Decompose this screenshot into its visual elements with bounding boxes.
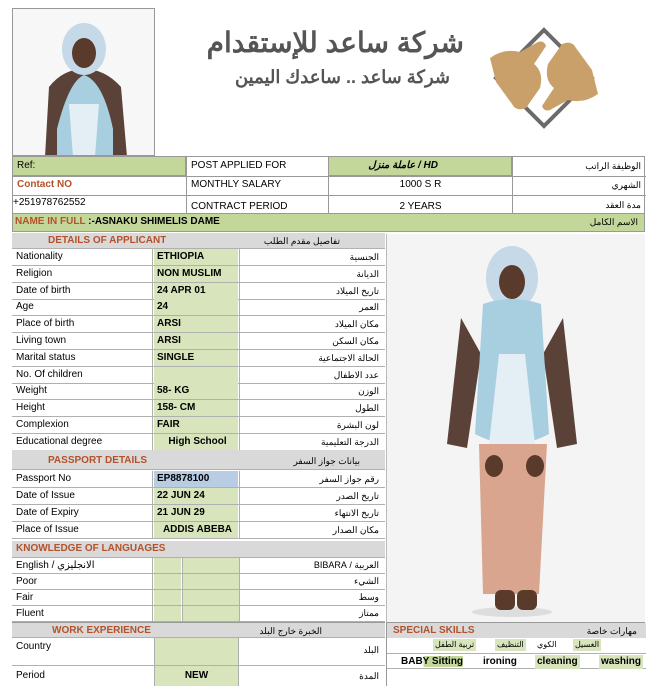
- language-label: Fair: [16, 592, 34, 603]
- ref-label: Ref:: [17, 160, 36, 171]
- row-divider: [239, 488, 240, 504]
- row-divider: [152, 471, 153, 487]
- skills-ar-row: [387, 638, 646, 652]
- contract-period-label: CONTRACT PERIOD: [191, 201, 288, 212]
- row-label: Age: [16, 301, 34, 313]
- top-info-table: [12, 156, 645, 214]
- row-value: 158- CM: [154, 400, 238, 416]
- row-divider: [152, 434, 153, 450]
- row-label: Complexion: [16, 419, 69, 430]
- row-label-ar: مكان السكن: [332, 336, 379, 346]
- row-divider: [239, 400, 240, 416]
- row-divider: [152, 522, 153, 538]
- name-ar: الاسم الكامل: [589, 217, 638, 227]
- skill-washing: washing: [601, 656, 642, 667]
- language-label-ar: ممتاز: [359, 608, 379, 618]
- language-label-ar: الشيء: [353, 576, 379, 586]
- row-divider: [239, 590, 240, 605]
- table-row: [12, 471, 385, 488]
- row-label: Marital status: [16, 351, 76, 363]
- table-row: [12, 316, 385, 333]
- row-label-ar: العمر: [359, 302, 379, 313]
- row-value: EP8878100: [154, 471, 238, 487]
- row-label: Height: [16, 402, 45, 414]
- row-label: No. Of children: [16, 368, 83, 380]
- language-cell-1: [154, 574, 181, 589]
- languages-title: KNOWLEDGE OF LANGUAGES: [16, 543, 166, 554]
- language-row: [12, 574, 385, 590]
- row-divider: [239, 383, 240, 399]
- table-row: [12, 350, 385, 367]
- row-label-ar: تاريخ الصدر: [336, 491, 379, 501]
- work-title-ar: الخبرة خارج البلد: [259, 626, 322, 636]
- table-row: [12, 283, 385, 300]
- skills-row: [387, 653, 646, 669]
- language-label-ar: وسط: [358, 592, 379, 602]
- row-divider: [152, 249, 153, 265]
- name-row: [12, 214, 645, 232]
- row-divider: [239, 505, 240, 521]
- row-divider: [239, 417, 240, 433]
- language-row: [12, 590, 385, 606]
- table-row: [12, 505, 385, 522]
- skill-cleaning: cleaning: [537, 656, 578, 667]
- row-divider: [239, 558, 240, 573]
- skill-ar-1: تربية الطفل: [435, 640, 475, 649]
- row-divider: [152, 367, 153, 383]
- details-title: DETAILS OF APPLICANT: [48, 235, 167, 246]
- row-value: 24: [154, 299, 238, 315]
- row-divider: [239, 333, 240, 349]
- table-row: [12, 299, 385, 316]
- row-divider: [239, 522, 240, 538]
- row-label-ar: الحالة الاجتماعية: [318, 352, 379, 363]
- details-header: [12, 233, 385, 249]
- row-value: 21 JUN 29: [154, 505, 238, 521]
- row-label-ar: تاريخ الميلاد: [336, 285, 379, 296]
- company-slogan: شركة ساعد .. ساعدك اليمين: [234, 67, 450, 87]
- language-row: [12, 606, 385, 622]
- row-divider: [152, 350, 153, 366]
- contract-period-ar: مدة العقد: [605, 200, 641, 210]
- row-divider: [239, 249, 240, 265]
- row-value: ARSI: [154, 333, 238, 349]
- row-value: 22 JUN 24: [154, 488, 238, 504]
- salary-value: 1000 S R: [399, 179, 442, 190]
- row-divider: [152, 574, 153, 589]
- contact-value: +251978762552: [13, 197, 86, 208]
- row-value: ETHIOPIA: [154, 249, 238, 265]
- row-label: Educational degree: [16, 435, 103, 447]
- salary-ar: الشهري: [611, 180, 641, 190]
- row-divider: [239, 299, 240, 315]
- language-cell-2: [183, 574, 239, 589]
- full-photo: [386, 234, 645, 622]
- skills-panel: [386, 622, 645, 686]
- row-label-ar: مكان الميلاد: [334, 319, 379, 330]
- row-divider: [152, 417, 153, 433]
- row-label: Nationality: [16, 251, 63, 262]
- work-period-label: Period: [16, 670, 45, 681]
- company-name: شركة ساعد للإستقدام: [206, 27, 464, 58]
- table-row: [12, 522, 385, 539]
- row-value: SINGLE: [154, 350, 238, 366]
- row-label: Passport No: [16, 473, 72, 484]
- contact-label: Contact NO: [17, 179, 72, 190]
- row-divider: [152, 558, 153, 573]
- row-divider: [239, 367, 240, 383]
- row-label-ar: رقم جواز السفر: [319, 474, 379, 484]
- work-title: WORK EXPERIENCE: [52, 625, 151, 636]
- row-divider: [152, 400, 153, 416]
- table-row: [12, 367, 385, 384]
- language-label-ar: العربية / BIBARA: [313, 560, 379, 570]
- work-period-row: [12, 666, 385, 686]
- row-label: Religion: [16, 267, 53, 279]
- row-value: [154, 367, 238, 383]
- skill-ironing: ironing: [483, 656, 517, 667]
- row-divider: [239, 283, 240, 299]
- language-cell-2: [183, 606, 239, 621]
- row-divider: [152, 283, 153, 299]
- skill-ar-2: التنظيف: [497, 640, 524, 649]
- row-label: Place of birth: [16, 318, 75, 330]
- row-divider: [152, 383, 153, 399]
- skills-title: SPECIAL SKILLS: [393, 625, 475, 636]
- skill-ar-4: الكوي: [537, 640, 557, 649]
- row-divider: [239, 471, 240, 487]
- contract-period-value: 2 YEARS: [399, 201, 442, 212]
- work-header: [12, 622, 385, 638]
- row-divider: [239, 606, 240, 621]
- table-row: [12, 249, 385, 266]
- row-divider: [152, 590, 153, 605]
- row-divider: [239, 574, 240, 589]
- row-divider: [152, 316, 153, 332]
- row-label-ar: الجنسية: [349, 252, 379, 262]
- row-value: FAIR: [154, 417, 238, 433]
- work-country-label: Country: [16, 641, 52, 652]
- row-label: Place of Issue: [16, 524, 79, 535]
- passport-header: [12, 450, 385, 470]
- post-applied-value: HD / عاملة منزل: [368, 160, 438, 171]
- row-divider: [239, 350, 240, 366]
- name-full: NAME IN FULL :-ASNAKU SHIMELIS DAME: [15, 216, 220, 227]
- header-photo: [12, 8, 155, 156]
- language-label: English / الانجليزي: [16, 560, 95, 571]
- table-row: [12, 383, 385, 400]
- row-divider: [152, 299, 153, 315]
- language-cell-1: [154, 590, 181, 605]
- row-value: 24 APR 01: [154, 283, 238, 299]
- language-cell-1: [154, 606, 181, 621]
- row-divider: [239, 266, 240, 282]
- skill-baby-sitting: BABY Sitting: [401, 656, 464, 667]
- passport-title: PASSPORT DETAILS: [48, 455, 148, 466]
- salary-label: MONTHLY SALARY: [191, 179, 282, 190]
- row-label: Living town: [16, 335, 67, 346]
- skills-title-ar: مهارات خاصة: [586, 626, 637, 636]
- table-row: [12, 266, 385, 283]
- work-country-row: [12, 638, 385, 666]
- work-period-value: NEW: [184, 670, 209, 681]
- row-label-ar: الوزن: [358, 386, 379, 397]
- table-row: [12, 488, 385, 505]
- table-row: [12, 400, 385, 417]
- work-country-ar: البلد: [363, 645, 379, 655]
- row-value: 58- KG: [154, 383, 238, 399]
- row-label-ar: الدرجة التعليمية: [321, 436, 379, 447]
- row-value: ARSI: [154, 316, 238, 332]
- company-logo: [474, 12, 614, 142]
- skill-ar-3: الغسيل: [575, 640, 600, 649]
- post-applied-label: POST APPLIED FOR: [191, 160, 287, 171]
- row-label: Date of Expiry: [16, 507, 79, 518]
- row-label-ar: الطول: [355, 403, 379, 414]
- row-label: Date of birth: [16, 284, 71, 296]
- row-label: Date of Issue: [16, 490, 75, 501]
- work-period-ar: المدة: [359, 671, 379, 681]
- table-row: [12, 333, 385, 350]
- row-label-ar: الديانة: [356, 268, 379, 279]
- details-title-ar: تفاصيل مقدم الطلب: [263, 236, 340, 246]
- passport-title-ar: بيانات جواز السفر: [293, 456, 360, 466]
- row-divider: [239, 316, 240, 332]
- table-row: [12, 417, 385, 434]
- row-label-ar: عدد الاطفال: [333, 369, 379, 380]
- row-divider: [239, 434, 240, 450]
- row-value: ADDIS ABEBA: [154, 522, 238, 538]
- row-divider: [152, 266, 153, 282]
- language-cell-2: [183, 590, 239, 605]
- post-applied-ar: الوظيفة الراتب: [585, 161, 641, 171]
- row-divider: [152, 606, 153, 621]
- languages-header: [12, 541, 385, 558]
- row-label-ar: مكان الصدار: [332, 525, 379, 535]
- row-label-ar: تاريخ الانتهاء: [334, 508, 379, 518]
- language-label: Fluent: [16, 608, 44, 619]
- language-label: Poor: [16, 576, 38, 587]
- row-divider: [152, 505, 153, 521]
- row-value: High School: [154, 434, 238, 450]
- language-row: [12, 558, 385, 574]
- table-row: [12, 434, 385, 451]
- row-value: NON MUSLIM: [154, 266, 238, 282]
- name-label: [15, 214, 220, 230]
- language-cell-2: [183, 558, 239, 573]
- row-divider: [152, 333, 153, 349]
- row-divider: [152, 488, 153, 504]
- row-label: Weight: [16, 385, 47, 397]
- row-label-ar: لون البشرة: [336, 420, 379, 430]
- language-cell-1: [154, 558, 181, 573]
